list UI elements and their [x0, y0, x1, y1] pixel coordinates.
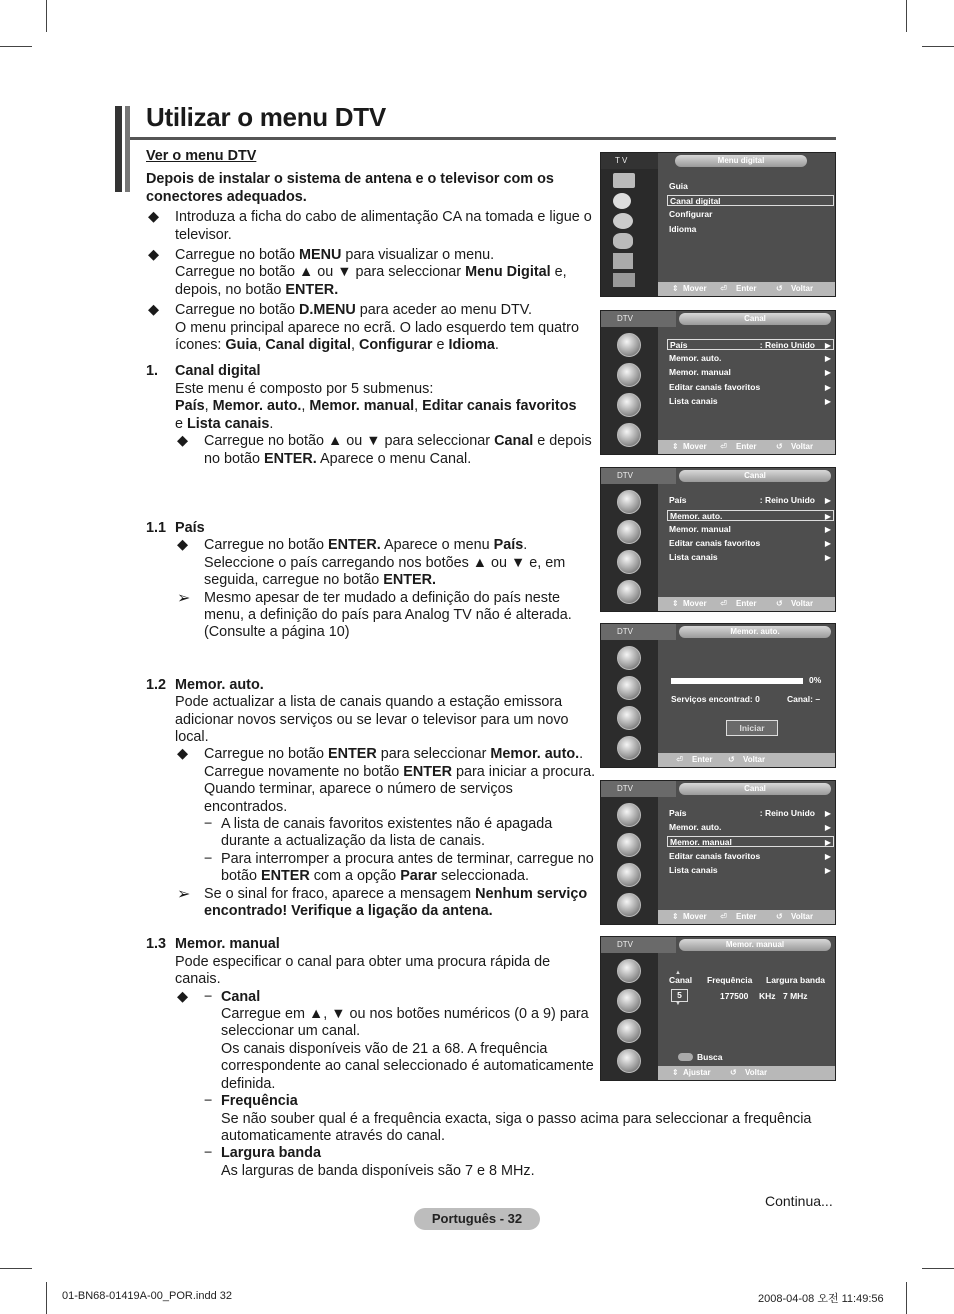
- return-icon: ↺: [776, 284, 783, 293]
- tv-screen-memor-auto: DTV Memor. auto. 0% Serviços encontrad: 0 Canal: – Iniciar ⏎ Enter ↺ Voltar: [600, 623, 836, 768]
- channel-icon: [613, 193, 631, 209]
- up-arrow-icon[interactable]: ▲: [675, 970, 681, 976]
- progress-percent: 0%: [809, 675, 822, 685]
- dtv-icon: [613, 273, 635, 287]
- tv-screen-canal-3: DTV Canal País : Reino Unido ▶ Memor. auto. ▶ Memor. manual ▶ Editar canais favoritos ▶ Lista canais ▶ ⇕ Mover ⏎ Enter ↺ Voltar: [600, 780, 836, 925]
- section-memor-auto: 1.2 Memor. auto. Pode actualizar a lista de canais quando a estação emissora adicionar novos serviços ou se levar o televisor para um novo local.: [146, 676, 569, 745]
- down-arrow-icon[interactable]: ▼: [675, 1001, 681, 1007]
- page-title: Utilizar o menu DTV: [146, 102, 386, 132]
- intro-heading: Ver o menu DTV: [146, 148, 257, 164]
- memor-auto-dash-2: − Para interromper a procura antes de terminar, carregue no botão ENTER com a opção Parar seleccionada.: [204, 850, 594, 885]
- tv-item-pais[interactable]: País : Reino Unido ▶: [667, 339, 834, 350]
- channel-count: Canal: –: [787, 694, 821, 704]
- move-icon: ⇕: [672, 284, 679, 293]
- footer-enter: Enter: [736, 284, 757, 293]
- dtv-channel-icon: [617, 363, 641, 387]
- tv-screen-memor-manual: DTV Memor. manual Canal Frequência Largura banda ▲ 5 ▼ 177500 KHz 7 MHz Busca ⇕ Ajustar ↺ Voltar: [600, 936, 836, 1081]
- tv-screen-canal-2: DTV Canal País : Reino Unido ▶ Memor. auto. ▶ Memor. manual ▶ Editar canais favoritos ▶ Lista canais ▶ ⇕ Mover ⏎ Enter ↺ Voltar: [600, 467, 836, 612]
- tv-item-configurar[interactable]: Configurar: [669, 209, 713, 219]
- enter-icon: ⏎: [720, 284, 727, 293]
- dtv-guide-icon: [617, 333, 641, 357]
- section-memor-manual: 1.3 Memor. manual Pode especificar o canal para obter uma procura rápida de canais.: [146, 936, 551, 988]
- tv-source-label: T V: [601, 153, 658, 169]
- memor-auto-dash-1: − A lista de canais favoritos existentes não é apagada durante a actualização da lista de canais.: [204, 816, 553, 850]
- guide-icon: [613, 173, 635, 188]
- manual-frequencia: − Frequência Se não souber qual é a frequência exacta, siga o passo acima para seleccionar a frequência automaticamente através do canal.: [204, 1093, 812, 1144]
- memor-auto-note: ➢ Se o sinal for fraco, aparece a mensagem Nenhum serviço encontrado! Verifique a ligação da antena.: [177, 885, 588, 920]
- progress-bar: [671, 678, 803, 684]
- intro-subheading: Depois de instalar o sistema de antena e o televisor com os conectores adequados.: [146, 171, 554, 205]
- channel-input[interactable]: 5: [671, 989, 688, 1002]
- language-icon: [613, 253, 633, 269]
- section-canal-digital: 1. Canal digital Este menu é composto por 5 submenus: País, Memor. auto., Memor. manual, Editar canais favoritos e Lista canais.: [146, 363, 577, 432]
- canal-digital-bullet: ◆ Carregue no botão ▲ ou ▼ para seleccionar Canal e depois no botão ENTER. Aparece o menu Canal.: [177, 433, 592, 467]
- tv-item-canal-digital[interactable]: Canal digital: [667, 195, 834, 206]
- intro-bullet-2: ◆ Carregue no botão MENU para visualizar o menu. Carregue no botão ▲ ou ▼ para seleccionar Menu Digital e, depois, no botão ENTER.: [148, 247, 567, 298]
- file-name: 01-BN68-01419A-00_POR.indd 32: [62, 1290, 233, 1302]
- dtv-language-icon: [617, 423, 641, 447]
- footer-return: Voltar: [791, 284, 814, 293]
- tv-screen-menu-digital: [600, 152, 836, 297]
- manual-largura: − Largura banda As larguras de banda disponíveis são 7 e 8 MHz.: [204, 1145, 535, 1179]
- intro-bullet-1: ◆ Introduza a ficha do cabo de alimentação CA na tomada e ligue o televisor.: [148, 209, 592, 243]
- dtv-settings-icon: [617, 393, 641, 417]
- print-date: 2008-04-08 오전 11:49:56: [758, 1293, 884, 1305]
- blue-button-icon: [678, 1053, 693, 1061]
- manual-canal: ◆ − Canal Carregue em ▲, ▼ ou nos botões numéricos (0 a 9) para seleccionar um canal. Os canais disponíveis vão de 21 a 68. A frequência correspondente ao canal seleccionado é automaticamente definida.: [177, 988, 594, 1092]
- title-accent-bar-2: [125, 106, 130, 192]
- satellite-icon: [613, 213, 633, 229]
- intro-bullet-3: ◆ Carregue no botão D.MENU para aceder ao menu DTV. O menu principal aparece no ecrã. O lado esquerdo tem quatro ícones: Guia, Canal digital, Configurar e Idioma.: [148, 302, 579, 354]
- tv-item-guia[interactable]: Guia: [669, 181, 688, 191]
- tv-footer: [658, 282, 835, 296]
- page-number-badge: Português - 32: [414, 1208, 540, 1230]
- title-accent-bar: [115, 106, 122, 192]
- section-pais: 1.1 País: [146, 519, 205, 536]
- iniciar-button[interactable]: Iniciar: [726, 720, 778, 736]
- memor-auto-bullet: ◆ Carregue no botão ENTER para seleccionar Memor. auto.. Carregue novamente no botão ENTER para iniciar a procura. Quando terminar, aparece o número de serviços encontrados.: [177, 746, 596, 815]
- pais-note: ➢ Mesmo apesar de ter mudado a definição do país neste menu, a definição do país para Analog TV não é alterada. (Consulte a página 10): [177, 589, 572, 641]
- continua-label: Continua...: [765, 1193, 833, 1209]
- services-found: Serviços encontrad: 0: [671, 694, 760, 704]
- title-rule: [130, 137, 836, 140]
- tv-menu-tab: Menu digital: [675, 155, 807, 167]
- tv-item-idioma[interactable]: Idioma: [669, 224, 697, 234]
- settings-icon: [613, 233, 633, 249]
- pais-bullet: ◆ Carregue no botão ENTER. Aparece o menu País. Seleccione o país carregando nos botões ▲ ou ▼ e, em seguida, carregue no botão ENTER.: [177, 537, 566, 589]
- footer-move: Mover: [683, 284, 707, 293]
- busca-label[interactable]: Busca: [697, 1052, 723, 1062]
- tv-screen-canal-1: DTV Canal País : Reino Unido ▶ Memor. auto. ▶ Memor. manual ▶ Editar canais favoritos ▶ Lista canais ▶ ⇕ Mover ⏎ Enter ↺ Voltar: [600, 310, 836, 455]
